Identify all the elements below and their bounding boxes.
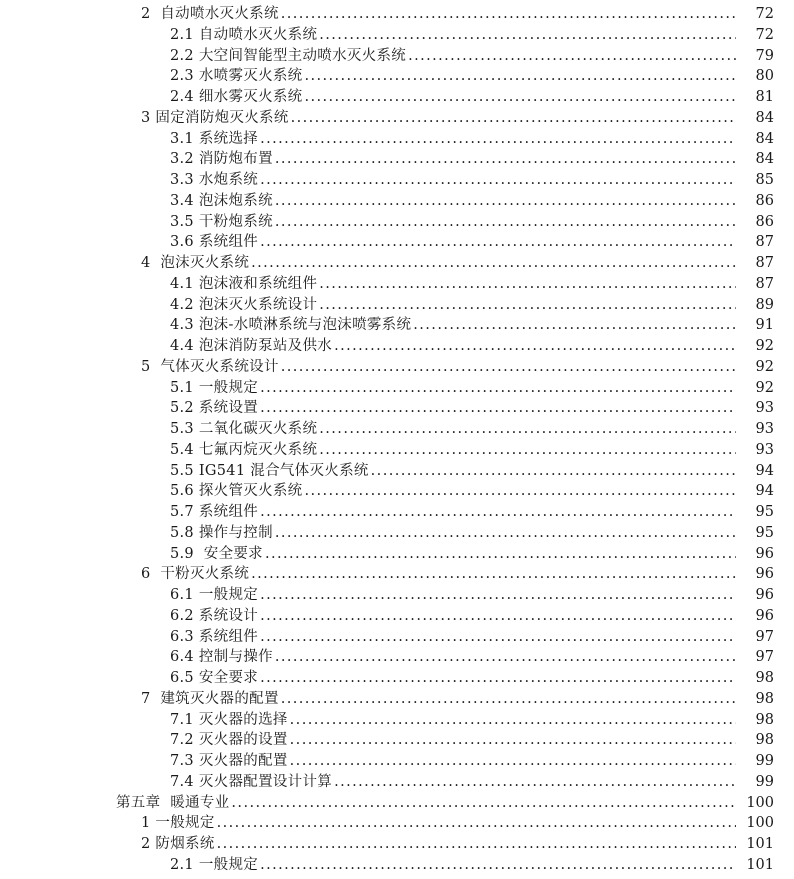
toc-entry-title: 7.2 灭火器的设置 <box>170 732 288 749</box>
toc-entry-page-number: 97 <box>755 628 774 645</box>
toc-entry-page-number: 98 <box>755 690 774 707</box>
toc-entry-title: 3.3 水炮系统 <box>170 172 259 188</box>
dot-leader <box>251 564 736 585</box>
toc-entry-page-number: 96 <box>755 587 774 603</box>
toc-entry-title: 6.1 一般规定 <box>170 587 259 603</box>
toc-entry-page-number: 81 <box>755 89 774 105</box>
dot-leader <box>408 46 736 67</box>
toc-entry[interactable] <box>0 25 794 46</box>
toc-entry-page-number: 92 <box>755 338 774 354</box>
toc-entry-title: 6.2 系统设计 <box>170 607 259 624</box>
toc-entry[interactable] <box>0 295 794 316</box>
dot-leader <box>265 544 736 565</box>
toc-entry-title: 6.4 控制与操作 <box>170 649 273 666</box>
toc-entry-page-number: 92 <box>755 358 774 375</box>
toc-entry-title: 5.1 一般规定 <box>170 379 259 396</box>
toc-entry[interactable] <box>0 398 794 419</box>
toc-entry-page-number: 87 <box>755 275 774 292</box>
toc-entry-title: 2.2 大空间智能型主动喷水灭火系统 <box>170 47 407 64</box>
toc-entry[interactable] <box>0 564 794 585</box>
toc-entry-page-number: 95 <box>755 504 774 520</box>
toc-entry-title: 3.2 消防炮布置 <box>170 151 273 168</box>
toc-entry[interactable] <box>0 357 794 378</box>
toc-entry[interactable] <box>0 315 794 336</box>
toc-entry-page-number: 86 <box>755 192 774 209</box>
dot-leader <box>291 108 736 129</box>
toc-entry-page-number: 87 <box>755 234 774 251</box>
toc-entry-page-number: 101 <box>746 836 774 852</box>
toc-entry-title: 6.3 系统组件 <box>170 628 259 645</box>
toc-entry-page-number: 92 <box>755 379 774 396</box>
dot-leader <box>413 315 736 336</box>
dot-leader <box>319 25 736 46</box>
dot-leader <box>304 481 736 502</box>
toc-entry-page-number: 72 <box>755 26 774 43</box>
toc-entry[interactable] <box>0 336 794 357</box>
toc-entry-title: 4.4 泡沫消防泵站及供水 <box>170 338 333 354</box>
toc-entry-title: 2.1 一般规定 <box>170 856 259 873</box>
toc-entry-page-number: 101 <box>746 856 774 873</box>
toc-entry-page-number: 86 <box>755 213 774 230</box>
toc-entry-page-number: 100 <box>746 815 774 832</box>
table-of-contents <box>0 4 794 876</box>
toc-entry[interactable] <box>0 129 794 150</box>
dot-leader <box>275 212 736 233</box>
toc-entry-page-number: 87 <box>755 255 774 271</box>
toc-entry-page-number: 84 <box>755 130 774 147</box>
toc-entry-page-number: 89 <box>755 296 774 313</box>
toc-entry-title: 2.1 自动喷水灭火系统 <box>170 26 318 43</box>
toc-entry-page-number: 95 <box>755 524 774 541</box>
dot-leader <box>281 689 736 710</box>
dot-leader <box>281 4 736 25</box>
toc-entry-title: 5.4 七氟丙烷灭火系统 <box>170 441 318 458</box>
toc-entry[interactable] <box>0 232 794 253</box>
dot-leader <box>251 253 736 274</box>
dot-leader <box>290 710 736 731</box>
toc-entry-page-number: 98 <box>755 732 774 749</box>
toc-entry[interactable] <box>0 668 794 689</box>
dot-leader <box>334 772 736 793</box>
toc-entry[interactable] <box>0 647 794 668</box>
toc-entry-page-number: 99 <box>755 773 774 790</box>
dot-leader <box>260 502 736 523</box>
toc-entry[interactable] <box>0 627 794 648</box>
toc-entry[interactable] <box>0 419 794 440</box>
toc-entry-title: 5.5 IG541 混合气体灭火系统 <box>170 462 369 479</box>
toc-entry[interactable] <box>0 585 794 606</box>
toc-entry[interactable] <box>0 191 794 212</box>
dot-leader <box>260 627 736 648</box>
dot-leader <box>304 87 736 108</box>
dot-leader <box>304 66 736 87</box>
toc-entry[interactable] <box>0 834 794 855</box>
toc-entry-title: 5 气体灭火系统设计 <box>141 358 279 375</box>
toc-entry-page-number: 96 <box>755 566 774 583</box>
toc-entry[interactable] <box>0 46 794 67</box>
toc-entry[interactable] <box>0 751 794 772</box>
toc-entry-page-number: 100 <box>746 794 774 811</box>
toc-entry-page-number: 93 <box>755 441 774 458</box>
toc-entry[interactable] <box>0 772 794 793</box>
toc-entry-page-number: 96 <box>755 545 774 562</box>
toc-entry-title: 1 一般规定 <box>141 815 215 832</box>
toc-entry-title: 6 干粉灭火系统 <box>141 566 250 583</box>
dot-leader <box>275 523 736 544</box>
toc-entry[interactable] <box>0 523 794 544</box>
toc-entry-page-number: 96 <box>755 607 774 624</box>
dot-leader <box>260 232 736 253</box>
dot-leader <box>231 793 736 814</box>
toc-entry-page-number: 98 <box>755 670 774 686</box>
toc-entry-title: 第五章 暖通专业 <box>116 794 230 811</box>
toc-entry-page-number: 94 <box>755 483 774 500</box>
dot-leader <box>217 834 736 855</box>
toc-entry[interactable] <box>0 253 794 274</box>
toc-entry-title: 5.6 探火管灭火系统 <box>170 483 303 500</box>
toc-entry-title: 4.1 泡沫液和系统组件 <box>170 275 318 292</box>
toc-entry[interactable] <box>0 481 794 502</box>
toc-entry[interactable] <box>0 730 794 751</box>
toc-entry[interactable] <box>0 87 794 108</box>
dot-leader <box>334 336 736 357</box>
dot-leader <box>275 149 736 170</box>
dot-leader <box>290 751 736 772</box>
toc-entry[interactable] <box>0 813 794 834</box>
toc-entry-title: 3.6 系统组件 <box>170 234 259 251</box>
toc-entry-title: 6.5 安全要求 <box>170 670 259 686</box>
dot-leader <box>260 855 736 876</box>
dot-leader <box>319 295 736 316</box>
dot-leader <box>217 813 736 834</box>
toc-entry-title: 7.3 灭火器的配置 <box>170 753 288 769</box>
dot-leader <box>260 398 736 419</box>
toc-entry-title: 4.3 泡沫-水喷淋系统与泡沫喷雾系统 <box>170 317 412 334</box>
toc-entry[interactable] <box>0 461 794 482</box>
toc-entry[interactable] <box>0 149 794 170</box>
toc-entry[interactable] <box>0 4 794 25</box>
toc-entry-page-number: 72 <box>755 6 774 22</box>
toc-entry[interactable] <box>0 544 794 565</box>
toc-entry-title: 7 建筑灭火器的配置 <box>141 690 279 707</box>
toc-entry-page-number: 80 <box>755 68 774 85</box>
dot-leader <box>260 585 736 606</box>
dot-leader <box>319 440 736 461</box>
toc-entry-title: 3.1 系统选择 <box>170 130 259 147</box>
toc-entry-page-number: 84 <box>755 109 774 126</box>
toc-entry-title: 5.7 系统组件 <box>170 504 259 520</box>
dot-leader <box>260 668 736 689</box>
toc-entry[interactable] <box>0 440 794 461</box>
toc-entry[interactable] <box>0 274 794 295</box>
toc-entry[interactable] <box>0 606 794 627</box>
toc-entry-page-number: 93 <box>755 400 774 417</box>
toc-entry-title: 4 泡沫灭火系统 <box>141 255 250 271</box>
toc-entry-page-number: 99 <box>755 753 774 769</box>
dot-leader <box>371 461 736 482</box>
dot-leader <box>260 606 736 627</box>
toc-entry[interactable] <box>0 170 794 191</box>
toc-entry[interactable] <box>0 689 794 710</box>
dot-leader <box>290 730 736 751</box>
toc-entry[interactable] <box>0 793 794 814</box>
dot-leader <box>260 378 736 399</box>
toc-entry-page-number: 93 <box>755 421 774 437</box>
dot-leader <box>275 191 736 212</box>
toc-entry-title: 5.8 操作与控制 <box>170 524 273 541</box>
toc-entry-title: 5.9 安全要求 <box>170 545 263 562</box>
dot-leader <box>260 170 736 191</box>
toc-entry-title: 2.4 细水雾灭火系统 <box>170 89 303 105</box>
toc-entry-title: 2 防烟系统 <box>141 836 215 852</box>
toc-entry-title: 5.3 二氧化碳灭火系统 <box>170 421 318 437</box>
toc-entry-page-number: 85 <box>755 172 774 188</box>
toc-entry-page-number: 91 <box>755 317 774 334</box>
toc-entry[interactable] <box>0 855 794 876</box>
toc-entry-title: 4.2 泡沫灭火系统设计 <box>170 296 318 313</box>
toc-entry[interactable] <box>0 212 794 233</box>
toc-entry[interactable] <box>0 378 794 399</box>
toc-entry-title: 3 固定消防炮灭火系统 <box>141 109 289 126</box>
toc-entry-page-number: 94 <box>755 462 774 479</box>
toc-entry[interactable] <box>0 66 794 87</box>
toc-entry-page-number: 98 <box>755 711 774 728</box>
toc-entry[interactable] <box>0 502 794 523</box>
toc-entry-title: 2.3 水喷雾灭火系统 <box>170 68 303 85</box>
dot-leader <box>275 647 736 668</box>
toc-entry-page-number: 79 <box>755 47 774 64</box>
toc-entry-title: 3.4 泡沫炮系统 <box>170 192 273 209</box>
toc-entry-title: 7.4 灭火器配置设计计算 <box>170 773 333 790</box>
toc-entry-title: 2 自动喷水灭火系统 <box>141 6 279 22</box>
toc-entry-title: 3.5 干粉炮系统 <box>170 213 273 230</box>
toc-entry-page-number: 84 <box>755 151 774 168</box>
dot-leader <box>319 419 736 440</box>
toc-entry-title: 7.1 灭火器的选择 <box>170 711 288 728</box>
toc-entry-page-number: 97 <box>755 649 774 666</box>
toc-entry[interactable] <box>0 710 794 731</box>
toc-entry-title: 5.2 系统设置 <box>170 400 259 417</box>
dot-leader <box>319 274 736 295</box>
toc-entry[interactable] <box>0 108 794 129</box>
dot-leader <box>260 129 736 150</box>
dot-leader <box>281 357 736 378</box>
